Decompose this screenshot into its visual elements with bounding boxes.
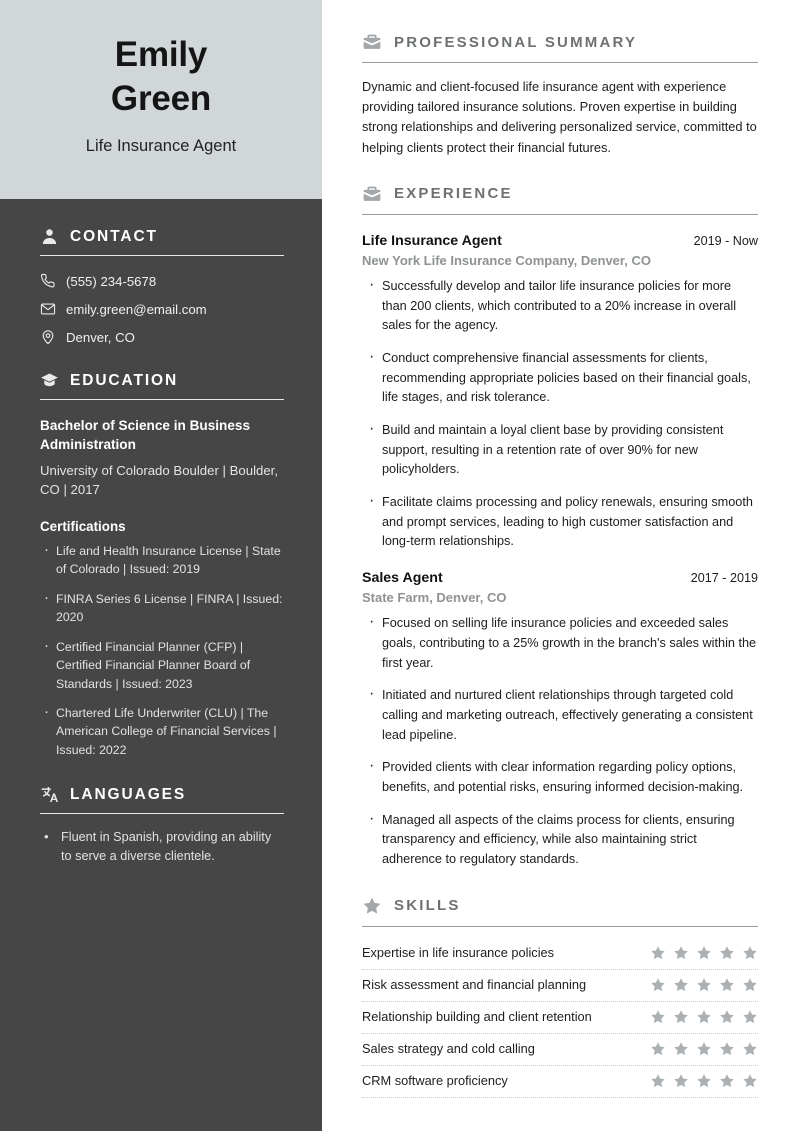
certifications-title: Certifications	[40, 518, 126, 534]
star-icon	[719, 1073, 735, 1089]
star-icon	[673, 977, 689, 993]
job-bullets	[362, 614, 758, 870]
job-header	[362, 570, 758, 586]
contact-location-value: Denver, CO	[66, 329, 135, 345]
list-item: · FINRA Series 6 License | FINRA | Issued: 2020	[40, 590, 284, 627]
star-icon	[650, 945, 666, 961]
main-content	[322, 0, 800, 1131]
star-icon	[719, 1041, 735, 1057]
skill-row	[362, 941, 758, 970]
list-item: · Initiated and nurtured client relationships through targeted cold calling and marketing outreach, effectively generating a consistent lead pipeline.	[362, 686, 758, 745]
list-item: · Successfully develop and tailor life insurance policies for more than 200 clients, which contributed to a 20% increase in overall sales for the agency.	[362, 277, 758, 336]
contact-phone[interactable]	[40, 273, 284, 289]
job-date: 2017 - 2019	[690, 571, 758, 586]
job-company: State Farm, Denver, CO	[362, 590, 507, 606]
languages-list	[40, 828, 284, 866]
star-icon	[673, 1041, 689, 1057]
job-role: Life Insurance Agent	[362, 232, 502, 249]
skill-rating	[650, 977, 758, 993]
star-icon	[696, 945, 712, 961]
star-icon	[696, 977, 712, 993]
skill-row	[362, 1034, 758, 1066]
skills-heading: SKILLS	[394, 897, 461, 915]
star-icon	[650, 1041, 666, 1057]
list-item: · Build and maintain a loyal client base by providing consistent support, resulting in a retention rate of over 90% for new policyholders.	[362, 421, 758, 480]
star-icon	[650, 1073, 666, 1089]
translate-icon	[40, 785, 59, 804]
languages-heading-row	[40, 785, 284, 804]
list-item: · Provided clients with clear information regarding policy options, benefits, and potential risks, ensuring informed decision-making.	[362, 758, 758, 797]
job-date: 2019 - Now	[693, 233, 758, 248]
contact-heading-row	[40, 227, 284, 246]
languages-heading: LANGUAGES	[70, 786, 187, 803]
education-divider	[40, 399, 284, 400]
location-pin-icon	[40, 329, 56, 345]
summary-heading-row	[362, 32, 758, 52]
section-skills	[362, 896, 758, 1098]
star-icon	[673, 1009, 689, 1025]
summary-text: Dynamic and client-focused life insurance agent with experience providing tailored insurance solutions. Proven expertise in building strong relationships and delivering personalized service, committed to helping clients protect their financial futures.	[362, 79, 757, 155]
experience-entry	[362, 570, 758, 870]
star-icon	[742, 1073, 758, 1089]
star-icon	[742, 1009, 758, 1025]
skill-row	[362, 1066, 758, 1098]
person-icon	[40, 227, 59, 246]
star-icon	[719, 977, 735, 993]
skill-name: CRM software proficiency	[362, 1073, 508, 1089]
list-item: · Focused on selling life insurance policies and exceeded sales goals, contributing to a 25% growth in the branch's sales within the first year.	[362, 614, 758, 673]
skill-rating	[650, 1009, 758, 1025]
education-school: University of Colorado Boulder | Boulder, CO | 2017	[40, 462, 278, 497]
star-icon	[650, 1009, 666, 1025]
section-contact	[40, 227, 284, 345]
star-icon	[742, 1041, 758, 1057]
skill-name: Relationship building and client retention	[362, 1009, 592, 1025]
star-icon	[696, 1073, 712, 1089]
page-title: Life Insurance Agent	[85, 137, 237, 156]
sidebar-body	[0, 199, 322, 1131]
briefcase-icon	[362, 32, 382, 52]
sidebar	[0, 0, 322, 1131]
phone-icon	[40, 273, 56, 289]
last-name: Green	[110, 79, 212, 118]
first-name: Emily	[114, 34, 208, 74]
certifications-list	[40, 542, 284, 759]
education-degree: Bachelor of Science in Business Administration	[40, 418, 251, 453]
contact-location[interactable]	[40, 329, 284, 345]
education-heading: EDUCATION	[70, 371, 179, 389]
contact-email-value: emily.green@email.com	[66, 301, 207, 317]
star-icon	[650, 977, 666, 993]
skills-divider	[362, 926, 758, 927]
star-icon	[696, 1041, 712, 1057]
skill-name: Expertise in life insurance policies	[362, 945, 555, 961]
name-card	[0, 0, 322, 199]
section-languages	[40, 785, 284, 866]
contact-heading: CONTACT	[70, 227, 158, 245]
skill-rating	[650, 1041, 758, 1057]
job-header	[362, 233, 758, 249]
skills-heading-row	[362, 896, 758, 916]
list-item: · Conduct comprehensive financial assessments for clients, recommending appropriate policies based on their financial goals, life stages, and risk tolerance.	[362, 349, 758, 408]
skill-rating	[650, 1073, 758, 1089]
job-bullets	[362, 277, 758, 552]
section-education	[40, 371, 284, 759]
contact-email[interactable]	[40, 301, 284, 317]
languages-divider	[40, 813, 284, 814]
job-company: New York Life Insurance Company, Denver, CO	[362, 252, 651, 268]
skill-name: Risk assessment and financial planning	[362, 977, 587, 993]
contact-list	[40, 273, 284, 345]
star-icon	[362, 896, 382, 916]
skills-list	[362, 941, 758, 1098]
star-icon	[719, 945, 735, 961]
star-icon	[742, 977, 758, 993]
section-experience	[362, 184, 758, 870]
list-item: • Fluent in Spanish, providing an ability to serve a diverse clientele.	[40, 828, 284, 866]
experience-heading-row	[362, 184, 758, 204]
job-role: Sales Agent	[362, 570, 443, 587]
summary-heading: PROFESSIONAL SUMMARY	[394, 33, 638, 51]
education-heading-row	[40, 371, 284, 390]
contact-phone-value: (555) 234-5678	[66, 273, 157, 289]
star-icon	[719, 1009, 735, 1025]
star-icon	[742, 945, 758, 961]
list-item: · Facilitate claims processing and policy renewals, ensuring smooth and prompt services, leading to high customer satisfaction and long-term relationships.	[362, 493, 758, 552]
list-item: · Certified Financial Planner (CFP) | Certified Financial Planner Board of Standards | Issued: 2023	[40, 638, 284, 693]
experience-entry	[362, 233, 758, 552]
experience-heading: EXPERIENCE	[394, 185, 513, 203]
star-icon	[673, 1073, 689, 1089]
graduation-cap-icon	[40, 371, 59, 390]
section-professional-summary	[362, 32, 758, 158]
briefcase-icon	[362, 184, 382, 204]
list-item: · Managed all aspects of the claims process for clients, ensuring transparency and efficiency, while also maintaining strict adherence to regulatory standards.	[362, 811, 758, 870]
star-icon	[673, 945, 689, 961]
experience-divider	[362, 214, 758, 215]
skill-rating	[650, 945, 758, 961]
skill-row	[362, 970, 758, 1002]
skill-row	[362, 1002, 758, 1034]
list-item: · Life and Health Insurance License | State of Colorado | Issued: 2019	[40, 542, 284, 579]
star-icon	[696, 1009, 712, 1025]
list-item: · Chartered Life Underwriter (CLU) | The American College of Financial Services | Issued: 2022	[40, 704, 284, 759]
summary-divider	[362, 62, 758, 63]
contact-divider	[40, 255, 284, 256]
envelope-icon	[40, 301, 56, 317]
skill-name: Sales strategy and cold calling	[362, 1041, 535, 1057]
